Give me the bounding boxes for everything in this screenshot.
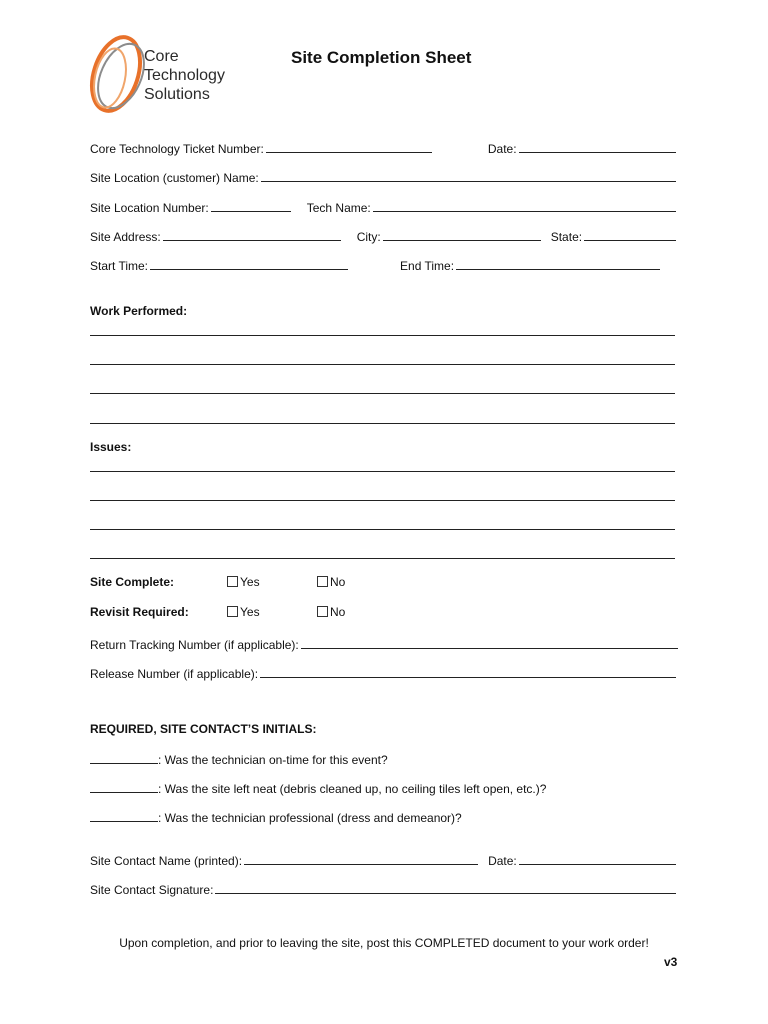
state-label: State: [550,230,583,244]
logo-text [144,47,225,104]
contact-signature-field[interactable] [90,883,676,897]
company-logo [88,34,238,114]
site-name-blank[interactable] [261,180,676,182]
yes-label: Yes [240,605,260,619]
address-field[interactable] [90,230,341,244]
site-complete-yes[interactable] [227,575,260,589]
return-tracking-label: Return Tracking Number (if applicable): [90,638,299,652]
footer-note [0,936,768,950]
contact-name-field[interactable] [90,854,478,868]
address-row [90,226,676,244]
site-name-field[interactable] [90,171,676,185]
revisit-yes[interactable] [227,605,260,619]
checkbox-icon[interactable] [317,576,328,587]
state-blank[interactable] [584,239,676,241]
release-number-field[interactable] [90,667,676,681]
return-tracking-field[interactable] [90,638,678,652]
footer-note-text: Upon completion, and prior to leaving the site, post this COMPLETED document to your work order! [119,936,649,950]
issues-heading: Issues: [90,440,132,454]
initial-question-text: : Was the technician professional (dress and demeanor)? [158,811,462,825]
initial-question-text: : Was the site left neat (debris cleaned up, no ceiling tiles left open, etc.)? [158,782,547,796]
work-line[interactable] [90,364,675,365]
ticket-field[interactable] [90,142,432,156]
city-label: City: [356,230,381,244]
no-label: No [330,575,346,589]
contact-signature-row [90,879,676,897]
initial-question-text: : Was the technician on-time for this event? [158,753,388,767]
contact-date-label: Date: [488,854,517,868]
return-tracking-row [90,634,678,652]
city-blank[interactable] [383,239,541,241]
work-line[interactable] [90,335,675,336]
work-line[interactable] [90,423,675,424]
tech-name-blank[interactable] [373,210,676,212]
release-number-label: Release Number (if applicable): [90,667,259,681]
contact-name-row [90,850,676,868]
return-tracking-blank[interactable] [301,647,678,649]
contact-date-blank[interactable] [519,863,676,865]
ticket-label: Core Technology Ticket Number: [90,142,264,156]
release-number-row [90,663,676,681]
ticket-date-row [90,138,676,156]
issues-line[interactable] [90,529,675,530]
date-blank[interactable] [519,151,676,153]
initial-question-3 [90,807,462,825]
initials-heading: REQUIRED, SITE CONTACT’S INITIALS: [90,722,317,736]
site-number-blank[interactable] [211,210,291,212]
revisit-row [90,605,490,623]
end-time-field[interactable] [400,259,676,273]
document-title: Site Completion Sheet [291,48,472,67]
contact-signature-label: Site Contact Signature: [90,883,214,897]
version-label: v3 [664,955,678,969]
site-number-tech-row [90,197,676,215]
site-name-row [90,167,676,185]
revisit-no[interactable] [317,605,345,619]
tech-name-label: Tech Name: [306,201,371,215]
initial-blank[interactable] [90,791,158,793]
issues-line[interactable] [90,558,675,559]
end-time-blank[interactable] [456,268,660,270]
issues-line[interactable] [90,500,675,501]
date-field[interactable] [488,142,676,156]
logo-line-3: Solutions [144,86,210,103]
end-time-label: End Time: [400,259,455,273]
logo-line-1: Core [144,48,179,65]
time-row [90,255,676,273]
site-number-field[interactable] [90,201,291,215]
site-complete-no[interactable] [317,575,345,589]
contact-date-field[interactable] [488,854,676,868]
start-time-field[interactable] [90,259,348,273]
work-performed-heading: Work Performed: [90,304,188,318]
no-label: No [330,605,346,619]
site-complete-row [90,575,490,593]
date-label: Date: [487,142,517,156]
site-number-label: Site Location Number: [90,201,209,215]
initial-blank[interactable] [90,820,158,822]
start-time-label: Start Time: [90,259,149,273]
checkbox-icon[interactable] [227,576,238,587]
checkbox-icon[interactable] [227,606,238,617]
address-label: Site Address: [90,230,161,244]
revisit-label: Revisit Required: [90,605,189,619]
contact-name-blank[interactable] [244,863,478,865]
checkbox-icon[interactable] [317,606,328,617]
logo-line-2: Technology [144,67,225,84]
start-time-blank[interactable] [150,268,348,270]
initial-blank[interactable] [90,762,158,764]
initial-question-2 [90,778,546,796]
site-complete-label: Site Complete: [90,575,175,589]
site-name-label: Site Location (customer) Name: [90,171,259,185]
work-line[interactable] [90,393,675,394]
yes-label: Yes [240,575,260,589]
issues-line[interactable] [90,471,675,472]
city-field[interactable] [357,230,541,244]
tech-name-field[interactable] [307,201,676,215]
address-blank[interactable] [163,239,341,241]
contact-signature-blank[interactable] [215,892,676,894]
contact-name-label: Site Contact Name (printed): [90,854,243,868]
initial-question-1 [90,749,388,767]
release-number-blank[interactable] [260,676,676,678]
state-field[interactable] [551,230,676,244]
ticket-blank[interactable] [266,151,432,153]
